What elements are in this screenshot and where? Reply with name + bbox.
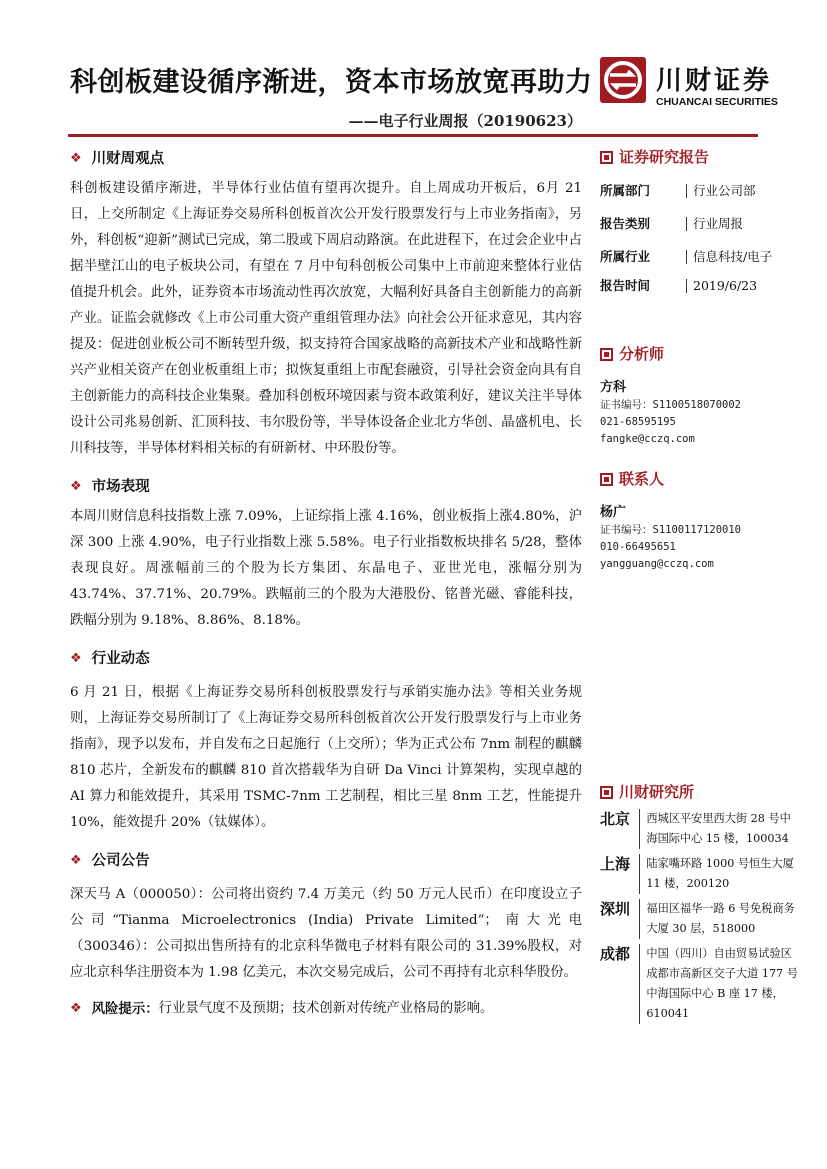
risk-label: 风险提示： — [91, 1001, 159, 1017]
contact-phone: 010-66495651 — [600, 541, 676, 553]
office-item: 成都 中国（四川）自由贸易试验区成都市高新区交子大道 177 号中海国际中心 B 座 17 楼，610041 — [600, 944, 800, 1024]
info-row: 报告类别 行业周报 — [600, 215, 744, 231]
contact-heading: 联系人 — [619, 470, 665, 488]
logo-text-en: CHUANCAI SECURITIES — [656, 96, 778, 108]
section-paragraph: 6 月 21 日，根据《上海证券交易所科创板股票发行与承销实施办法》等相关业务规则，上海证券交易所制订了《上海证券交易所科创板首次公开发行股票发行与上市业务指南》，现予以发布，并自发布之日起施行（上交所）；华为正式公布 7nm 制程的麒麟 810 芯片，全新发布的麒麟 810 首次搭载华为自研 Da Vinci 计算架构，实现卓越的 AI 算力和能效提升，其采用 TSMC-7nm 工艺制程，相比三星 8nm 工艺，性能提升 10%，能效提升 20%（钛媒体）。 — [70, 685, 582, 830]
info-row: 所属部门 行业公司部 — [600, 182, 756, 198]
section-industry — [70, 648, 582, 836]
sidebar — [600, 146, 800, 1029]
red-square-icon — [600, 151, 613, 164]
section-market — [70, 476, 582, 634]
office-item: 北京 西城区平安里西大街 28 号中海国际中心 15 楼，100034 — [600, 809, 800, 849]
report-title: 科创板建设循序渐进，资本市场放宽再助力 — [70, 67, 593, 98]
institute-heading: 川财研究所 — [619, 783, 695, 801]
logo-text-cn: 川财证券 — [656, 66, 773, 96]
analyst-card — [600, 379, 800, 448]
section-heading: 行业动态 — [91, 650, 150, 667]
report-type-heading: 证券研究报告 — [619, 148, 710, 166]
section-paragraph: 科创板建设循序渐进，半导体行业估值有望再次提升。自上周成功开板后，6月 21 日，上交所制定《上海证券交易所科创板首次公开发行股票发行与上市业务指南》，另外，科创板“迎新”测试已完成，第二股或下周启动路演。在此进程下，在过会企业中占据半壁江山的电子板块公司，有望在 7 月中旬科创板公司集中上市前迎来整体行业估值提升机会。此外，证券资本市场流动性再次放宽，大幅利好具备自主创新能力的高新产业。证监会就修改《上市公司重大资产重组管理办法》向社会公开征求意见，其内容提及：促进创业板公司不断转型升级，拟支持符合国家战略的高新技术产业和战略性新兴产业相关资产在创业板重组上市；拟恢复重组上市配套融资，引导社会资金向具有自主创新能力的高科技企业集聚。叠加科创板环境因素与资本政策利好，建议关注半导体设计公司兆易创新、汇顶科技、韦尔股份等，半导体设备企业北方华创、晶盛机电、长川科技等，半导体材料相关标的有研新材、中环股份等。 — [70, 181, 582, 456]
section-paragraph: 深天马 A（000050）：公司将出资约 7.4 万美元（约 50 万元人民币）在印度设立子公司“Tianma Microelectronics (India) Private Limited”；南大光电（300346）：公司拟出售所持有的北京科华微电子材料有限公司的 31.39%股权，对应北京科华注册资本为 1.98 亿美元，本次交易完成后，公司不再持有北京科华股份。 — [70, 887, 582, 980]
report-info — [600, 174, 800, 299]
diamond-bullet-icon: ❖ — [70, 479, 82, 494]
analyst-phone: 021-68595195 — [600, 416, 676, 428]
chuancai-logo-icon — [600, 57, 646, 103]
risk-note — [70, 996, 582, 1022]
contact-card — [600, 504, 800, 573]
office-list — [600, 809, 800, 1024]
diamond-bullet-icon: ❖ — [70, 853, 82, 868]
analyst-name: 方科 — [600, 380, 627, 395]
red-square-icon — [600, 473, 613, 486]
red-square-icon — [600, 348, 613, 361]
section-view — [70, 148, 582, 462]
section-heading: 市场表现 — [91, 478, 150, 495]
office-item: 上海 陆家嘴环路 1000 号恒生大厦 11 楼，200120 — [600, 854, 800, 894]
analyst-cert: 证书编号：S1100518070002 — [600, 399, 742, 411]
contact-name: 杨广 — [600, 505, 627, 520]
report-subtitle: ——电子行业周报（20190623） — [348, 112, 582, 130]
section-paragraph: 本周川财信息科技指数上涨 7.09%，上证综指上涨 4.16%，创业板指上涨4.80%，沪深 300 上涨 4.90%，电子行业指数上涨 5.58%。电子行业指数板块排名 5/28，整体表现良好。周涨幅前三的个股为长方集团、东晶电子、亚世光电，涨幅分别为 43.74%、37.71%、20.79%。跌幅前三的个股为大港股份、铭普光磁、睿能科技，跌幅分别为 9.18%、8.86%、8.18%。 — [70, 509, 582, 628]
office-item: 深圳 福田区福华一路 6 号免税商务大厦 30 层，518000 — [600, 899, 800, 939]
main-content — [70, 148, 582, 1022]
diamond-bullet-icon: ❖ — [70, 651, 82, 666]
analyst-email[interactable]: fangke@cczq.com — [600, 433, 695, 445]
info-row: 报告时间 2019/6/23 — [600, 278, 758, 293]
contact-email[interactable]: yangguang@cczq.com — [600, 558, 714, 570]
section-heading: 川财周观点 — [91, 150, 165, 167]
diamond-bullet-icon: ❖ — [70, 151, 82, 166]
analyst-heading: 分析师 — [619, 345, 665, 363]
info-row: 所属行业 信息科技/电子 — [600, 248, 773, 264]
diamond-bullet-icon: ❖ — [70, 1001, 82, 1016]
section-company — [70, 850, 582, 986]
section-heading: 公司公告 — [91, 852, 150, 869]
contact-cert: 证书编号：S1100117120010 — [600, 524, 742, 536]
red-square-icon — [600, 786, 613, 799]
header-rule — [68, 134, 758, 137]
risk-text: 行业景气度不及预期；技术创新对传统产业格局的影响。 — [158, 1001, 494, 1016]
